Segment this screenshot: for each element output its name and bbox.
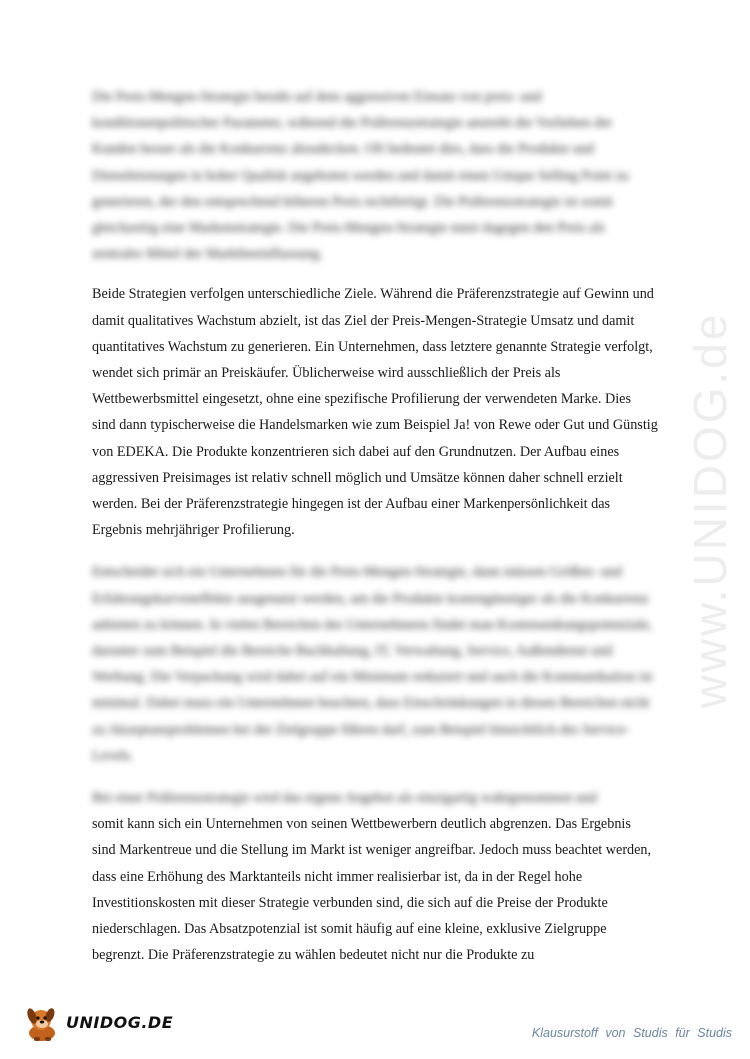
paragraph-2: Beide Strategien verfolgen unterschiedliche Ziele. Während die Präferenzstrategie auf Gewinn und damit qualitatives Wachstum abzielt, ist das Ziel der Preis-Mengen-Strategie Umsatz und damit quantitatives Wachstum zu generieren. Ein Unternehmen, dass letztere genannte Strategie verfolgt, wendet sich primär an Preiskäufer. Üblicherweise wird ausschließlich der Preis als Wettbewerbsmittel eingesetzt, ohne eine spezifische Profilierung der verwendeten Marke. Dies sind dann typischerweise die Handelsmarken wie zum Beispiel Ja! von Rewe oder Gut und Günstig von EDEKA. Die Produkte konzentrieren sich dabei auf den Grundnutzen. Der Aufbau eines aggressiven Preisimages ist relativ schnell möglich und Umsätze können daher schnell erzielt werden. Bei der Präferenzstrategie hingegen ist der Aufbau einer Markenpersönlichkeit das Ergebnis mehrjähriger Profilierung. bbox=[92, 286, 658, 539]
paragraph-1-blurred: Die Preis-Mengen-Strategie beruht auf dem aggressiven Einsatz von preis- und konditionenpolitischer Parameter, während die Präferenzstrategie anstrebt die Vorlieben der Kunden besser als die Konkurrenz abzudecken. Oft bedeutet dies, dass die Produkte und Dienstleistungen in hoher Qualität angeboten werden und damit einen Unique Selling Point zu generieren, der den entsprechend höheren Preis rechtfertigt. Die Präferenzstrategie ist somit gleichzeitig eine Markenstrategie. Die Preis-Mengen-Strategie nutzt dagegen den Preis als zentrales Mittel der Marktbeeinflussung. bbox=[92, 89, 629, 263]
logo-text: UNIDOG.DE bbox=[66, 1013, 174, 1032]
dog-mascot-icon bbox=[20, 1003, 64, 1043]
unidog-logo bbox=[20, 1003, 174, 1043]
watermark bbox=[680, 280, 740, 740]
paragraph-4-text: somit kann sich ein Unternehmen von seinen Wettbewerbern deutlich abgrenzen. Das Ergebnis sind Markentreue und die Stellung im Markt ist weniger angreifbar. Jedoch muss beachtet werden, dass eine Erhöhung des Marktanteils nicht immer realisierbar ist, da in der Regel hohe Investitionskosten mit dieser Strategie verbunden sind, die sich auf die Preise der Produkte niederschlagen. Das Absatzpotenzial ist somit häufig auf eine kleine, exklusive Zielgruppe begrenzt. Die Präferenzstrategie zu wählen bedeutet nicht nur die Produkte zu bbox=[92, 816, 652, 964]
document-body bbox=[92, 84, 658, 969]
footer-slogan: Klausurstoff von Studis für Studis bbox=[531, 1026, 732, 1040]
paragraph-4-first-line-blurred: Bei einer Präferenzstrategie wird das eigene Angebot als einzigartig wahrgenommen und bbox=[92, 790, 597, 807]
paragraph-3-blurred: Entscheidet sich ein Unternehmen für die Preis-Mengen-Strategie, dann müssen Größen- und Erfahrungskurveneffekte ausgenutzt werden, um die Produkte kostengünstiger als die Konkurrenz anbieten zu können. In vielen Bereichen des Unternehmens findet man Kostensenkungspotenziale, darunter zum Beispiel die Bereiche Buchhaltung, IT, Verwaltung, Service, Außendienst und Werbung. Die Verpackung wird dabei auf ein Minimum reduziert und auch die Kommunikation ist minimal. Dabei muss ein Unternehmen beachten, dass Einschränkungen in diesen Bereichen nicht zu Akzeptanzproblemen bei der Zielgruppe führen darf, zum Beispiel hinsichtlich des Service-Levels. bbox=[92, 564, 653, 764]
paragraph-4 bbox=[92, 785, 658, 968]
watermark-text: www.UNIDOG.de bbox=[684, 311, 736, 709]
